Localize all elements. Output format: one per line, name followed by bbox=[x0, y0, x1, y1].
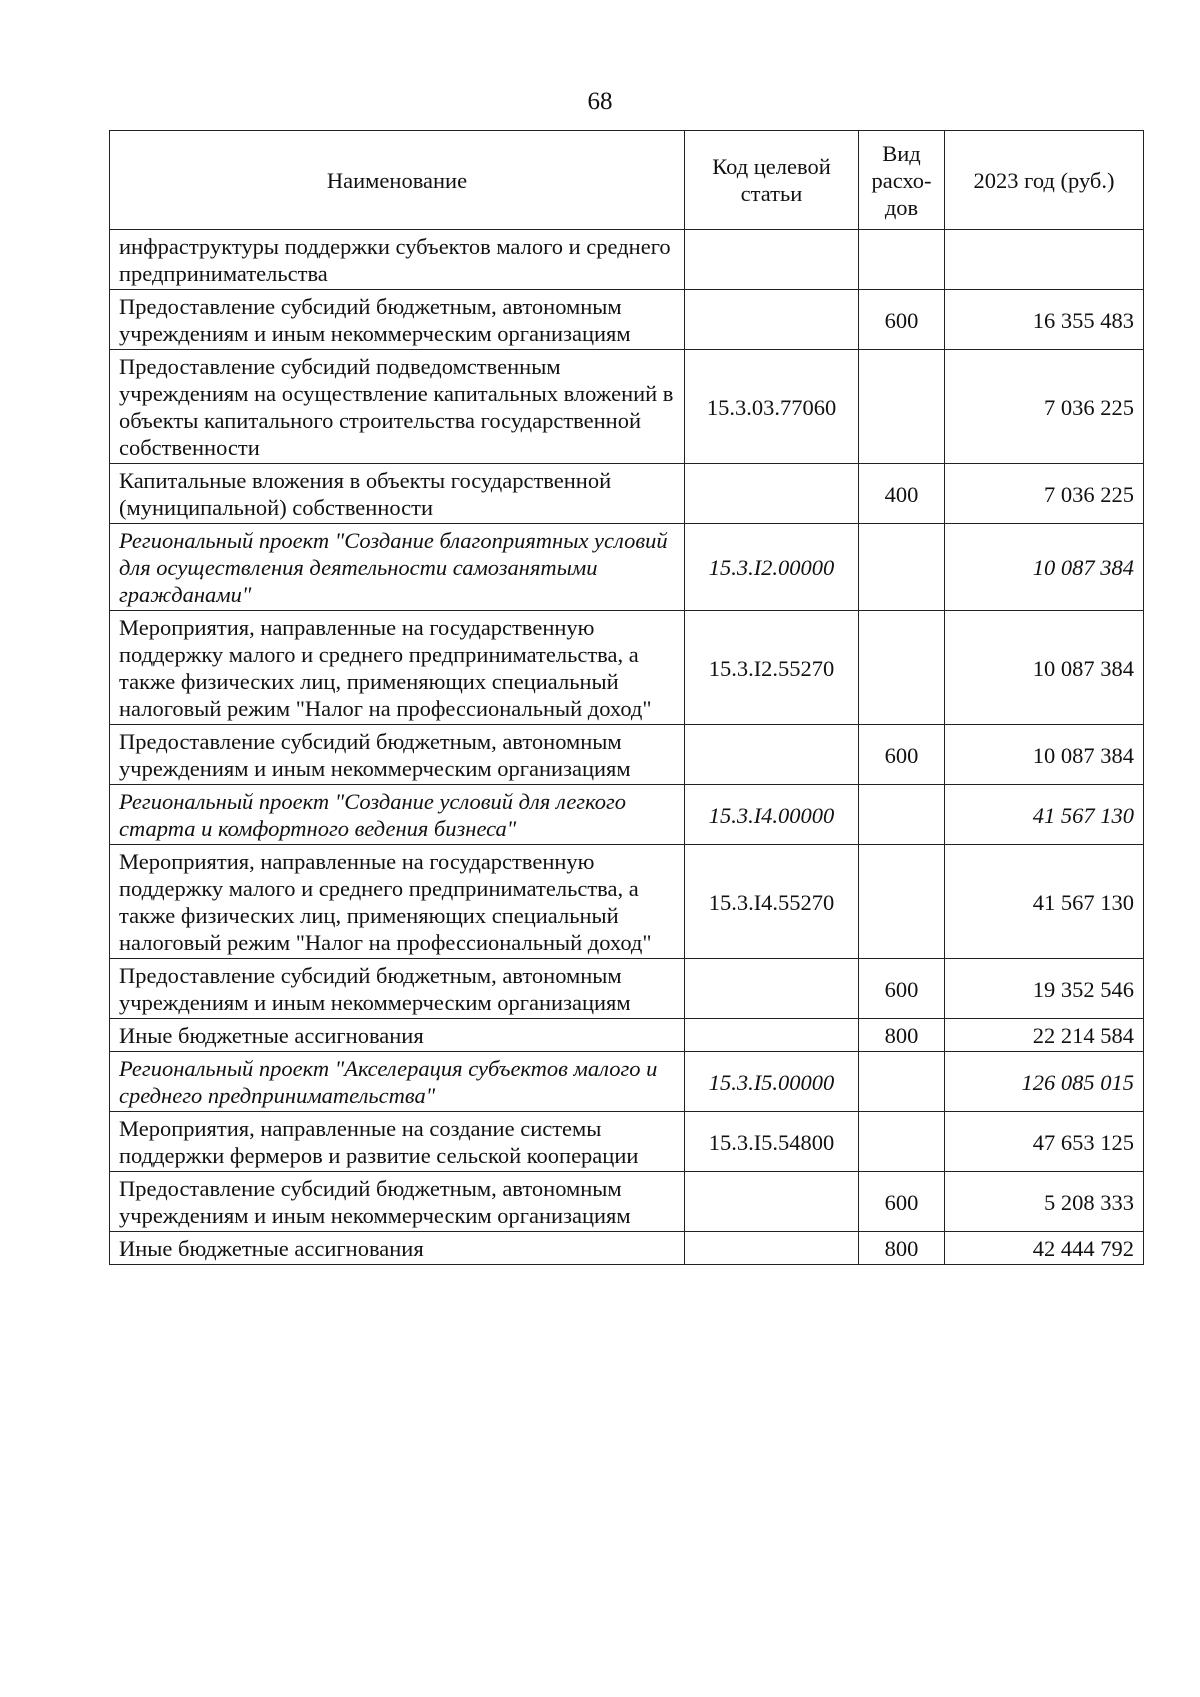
page-number: 68 bbox=[587, 88, 613, 115]
cell-type bbox=[859, 845, 945, 959]
table-row bbox=[110, 845, 1144, 959]
cell-type: 400 bbox=[859, 464, 945, 524]
cell-type: 600 bbox=[859, 1172, 945, 1232]
cell-code bbox=[685, 290, 859, 350]
table-row bbox=[110, 959, 1144, 1019]
budget-table bbox=[109, 130, 1144, 1265]
table-row bbox=[110, 524, 1144, 611]
cell-name: Мероприятия, направленные на государственную поддержку малого и среднего предпринимательства, а также физических лиц, применяющих специальный налоговый режим "Налог на профессиональный доход" bbox=[110, 845, 685, 959]
header-type: Вид расхо-дов bbox=[859, 131, 945, 230]
cell-type: 800 bbox=[859, 1019, 945, 1052]
cell-name: Предоставление субсидий бюджетным, автономным учреждениям и иным некоммерческим организациям bbox=[110, 1172, 685, 1232]
cell-amount: 19 352 546 bbox=[945, 959, 1144, 1019]
cell-amount: 22 214 584 bbox=[945, 1019, 1144, 1052]
cell-name: Предоставление субсидий бюджетным, автономным учреждениям и иным некоммерческим организациям bbox=[110, 959, 685, 1019]
cell-name: Региональный проект "Акселерация субъектов малого и среднего предпринимательства" bbox=[110, 1052, 685, 1112]
table-row bbox=[110, 1232, 1144, 1265]
cell-type: 600 bbox=[859, 959, 945, 1019]
cell-amount: 7 036 225 bbox=[945, 350, 1144, 464]
header-name: Наименование bbox=[110, 131, 685, 230]
cell-amount: 10 087 384 bbox=[945, 611, 1144, 725]
cell-code: 15.3.03.77060 bbox=[685, 350, 859, 464]
cell-type bbox=[859, 611, 945, 725]
cell-name: Иные бюджетные ассигнования bbox=[110, 1232, 685, 1265]
table-row bbox=[110, 1112, 1144, 1172]
cell-code: 15.3.I4.00000 bbox=[685, 785, 859, 845]
cell-code bbox=[685, 1232, 859, 1265]
cell-name: Мероприятия, направленные на создание системы поддержки фермеров и развитие сельской кооперации bbox=[110, 1112, 685, 1172]
cell-amount: 41 567 130 bbox=[945, 845, 1144, 959]
cell-amount: 16 355 483 bbox=[945, 290, 1144, 350]
cell-type bbox=[859, 785, 945, 845]
cell-name: инфраструктуры поддержки субъектов малого и среднего предпринимательства bbox=[110, 230, 685, 290]
cell-name: Предоставление субсидий бюджетным, автономным учреждениям и иным некоммерческим организациям bbox=[110, 725, 685, 785]
cell-type bbox=[859, 1052, 945, 1112]
cell-amount: 41 567 130 bbox=[945, 785, 1144, 845]
cell-amount: 42 444 792 bbox=[945, 1232, 1144, 1265]
cell-type: 600 bbox=[859, 725, 945, 785]
table-row bbox=[110, 785, 1144, 845]
cell-code: 15.3.I5.00000 bbox=[685, 1052, 859, 1112]
cell-amount: 7 036 225 bbox=[945, 464, 1144, 524]
cell-amount: 10 087 384 bbox=[945, 725, 1144, 785]
cell-amount bbox=[945, 230, 1144, 290]
cell-name: Иные бюджетные ассигнования bbox=[110, 1019, 685, 1052]
cell-type bbox=[859, 1112, 945, 1172]
table-row bbox=[110, 464, 1144, 524]
table-row bbox=[110, 350, 1144, 464]
cell-code bbox=[685, 464, 859, 524]
cell-name: Региональный проект "Создание условий для легкого старта и комфортного ведения бизнеса" bbox=[110, 785, 685, 845]
cell-code bbox=[685, 230, 859, 290]
cell-code bbox=[685, 1172, 859, 1232]
cell-code: 15.3.I4.55270 bbox=[685, 845, 859, 959]
cell-amount: 5 208 333 bbox=[945, 1172, 1144, 1232]
cell-amount: 10 087 384 bbox=[945, 524, 1144, 611]
table-row bbox=[110, 611, 1144, 725]
cell-name: Мероприятия, направленные на государственную поддержку малого и среднего предпринимательства, а также физических лиц, применяющих специальный налоговый режим "Налог на профессиональный доход" bbox=[110, 611, 685, 725]
table-row bbox=[110, 230, 1144, 290]
cell-amount: 126 085 015 bbox=[945, 1052, 1144, 1112]
cell-code bbox=[685, 959, 859, 1019]
table-row bbox=[110, 725, 1144, 785]
cell-code bbox=[685, 1019, 859, 1052]
header-amount: 2023 год (руб.) bbox=[945, 131, 1144, 230]
cell-code: 15.3.I5.54800 bbox=[685, 1112, 859, 1172]
table-row bbox=[110, 1172, 1144, 1232]
cell-code: 15.3.I2.00000 bbox=[685, 524, 859, 611]
cell-type: 600 bbox=[859, 290, 945, 350]
cell-name: Предоставление субсидий подведомственным учреждениям на осуществление капитальных вложений в объекты капитального строительства государственной собственности bbox=[110, 350, 685, 464]
cell-type bbox=[859, 230, 945, 290]
cell-amount: 47 653 125 bbox=[945, 1112, 1144, 1172]
cell-code bbox=[685, 725, 859, 785]
cell-name: Региональный проект "Создание благоприятных условий для осуществления деятельности самозанятыми гражданами" bbox=[110, 524, 685, 611]
cell-name: Капитальные вложения в объекты государственной (муниципальной) собственности bbox=[110, 464, 685, 524]
cell-type bbox=[859, 350, 945, 464]
table-row bbox=[110, 1052, 1144, 1112]
cell-type: 800 bbox=[859, 1232, 945, 1265]
cell-code: 15.3.I2.55270 bbox=[685, 611, 859, 725]
cell-name: Предоставление субсидий бюджетным, автономным учреждениям и иным некоммерческим организациям bbox=[110, 290, 685, 350]
header-code: Код целевой статьи bbox=[685, 131, 859, 230]
table-header-row bbox=[110, 131, 1144, 230]
cell-type bbox=[859, 524, 945, 611]
table-row bbox=[110, 1019, 1144, 1052]
table-row bbox=[110, 290, 1144, 350]
